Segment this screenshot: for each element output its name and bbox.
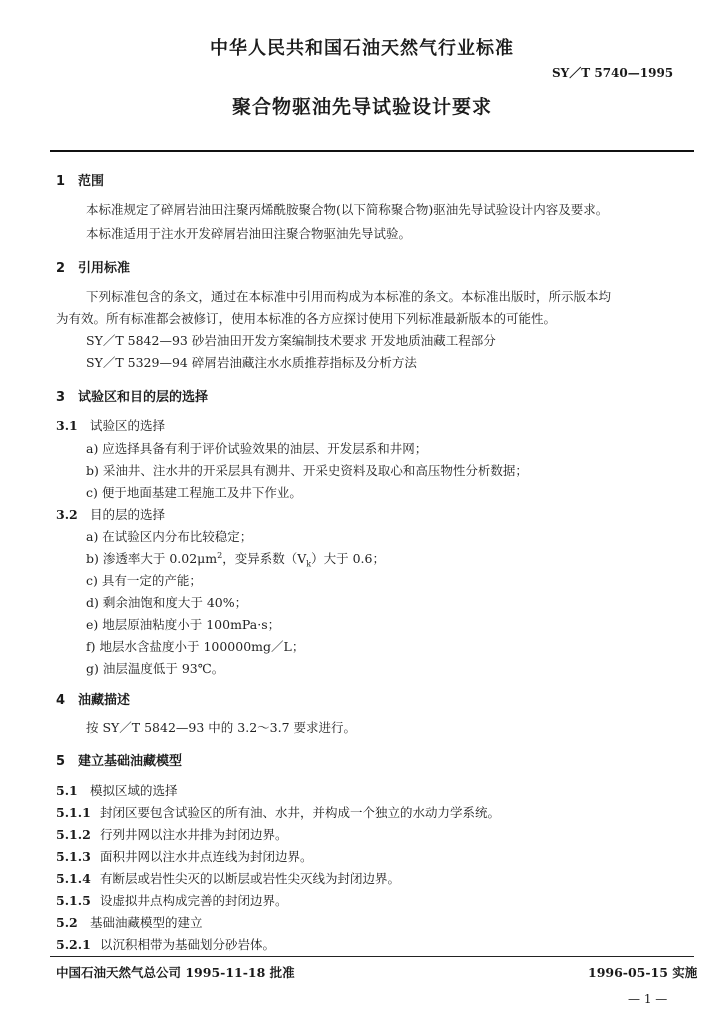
clause-text: 封闭区要包含试验区的所有油、水井，并构成一个独立的水动力学系统。 xyxy=(100,805,501,820)
section-number: 4 xyxy=(56,693,66,708)
subsection-5-2 xyxy=(56,913,203,931)
item-text: ，变异系数（V xyxy=(222,551,307,566)
subsection-title: 试验区的选择 xyxy=(90,418,166,433)
standard-code: SY／T 5740—1995 xyxy=(552,66,674,80)
section-2-paragraph-line-1: 下列标准包含的条文，通过在本标准中引用而构成为本标准的条文。本标准出版时，所示版本均 xyxy=(86,289,612,304)
section-title: 油藏描述 xyxy=(78,693,131,708)
list-item-3-2-e: e) 地层原油粘度小于 100mPa·s； xyxy=(86,617,281,632)
list-item-3-2-d: d) 剩余油饱和度大于 40%； xyxy=(86,595,248,610)
clause-number: 5.1.3 xyxy=(56,849,91,864)
subsection-3-2 xyxy=(56,505,165,523)
list-item-3-2-a: a) 在试验区内分布比较稳定； xyxy=(86,529,253,544)
section-4-paragraph: 按 SY／T 5842—93 中的 3.2～3.7 要求进行。 xyxy=(86,720,356,735)
item-text: b) 渗透率大于 0.02μm xyxy=(86,551,218,566)
section-title: 试验区和目的层的选择 xyxy=(78,390,209,405)
clause-number: 5.1.1 xyxy=(56,805,91,820)
clause-5-1-3 xyxy=(56,847,313,865)
reference-2: SY／T 5329—94 碎屑岩油藏注水水质推荐指标及分析方法 xyxy=(86,355,417,370)
subsection-number: 5.2 xyxy=(56,915,78,930)
clause-number: 5.2.1 xyxy=(56,937,91,952)
item-text: ）大于 0.6； xyxy=(311,551,385,566)
clause-number: 5.1.4 xyxy=(56,871,91,886)
section-1-heading xyxy=(56,170,104,189)
clause-5-1-1 xyxy=(56,803,500,821)
section-title: 范围 xyxy=(78,174,105,189)
section-3-heading xyxy=(56,386,208,405)
clause-5-1-4 xyxy=(56,869,400,887)
subsection-number: 3.1 xyxy=(56,418,78,433)
subscript: k xyxy=(306,559,312,569)
section-title: 建立基础油藏模型 xyxy=(78,754,183,769)
clause-text: 面积井网以注水井点连线为封闭边界。 xyxy=(100,849,313,864)
clause-text: 以沉积相带为基础划分砂岩体。 xyxy=(100,937,276,952)
clause-text: 行列井网以注水井排为封闭边界。 xyxy=(100,827,288,842)
section-title: 引用标准 xyxy=(78,261,131,276)
approval-line: 中国石油天然气总公司 1995-11-18 批准 xyxy=(56,965,295,980)
clause-number: 5.1.5 xyxy=(56,893,91,908)
list-item-3-2-f: f) 地层水含盐度小于 100000mg／L； xyxy=(86,639,305,654)
section-4-heading xyxy=(56,689,130,708)
clause-number: 5.1.2 xyxy=(56,827,91,842)
section-number: 2 xyxy=(56,261,66,276)
list-item-3-2-b xyxy=(86,549,385,569)
implementation-date: 1996-05-15 实施 xyxy=(588,965,698,980)
page-number: — 1 — xyxy=(628,992,668,1006)
subsection-number: 3.2 xyxy=(56,507,78,522)
subsection-5-1 xyxy=(56,781,178,799)
subsection-title: 目的层的选择 xyxy=(90,507,166,522)
clause-5-1-2 xyxy=(56,825,288,843)
standard-category-title: 中华人民共和国石油天然气行业标准 xyxy=(210,38,514,59)
clause-text: 设虚拟井点构成完善的封闭边界。 xyxy=(100,893,288,908)
section-number: 1 xyxy=(56,174,66,189)
list-item-3-1-c: c) 便于地面基建工程施工及井下作业。 xyxy=(86,485,302,500)
list-item-3-2-g: g) 油层温度低于 93℃。 xyxy=(86,661,225,676)
section-5-heading xyxy=(56,750,182,769)
section-1-paragraph-1: 本标准规定了碎屑岩油田注聚丙烯酰胺聚合物(以下简称聚合物)驱油先导试验设计内容及要求。 xyxy=(86,202,609,217)
subsection-3-1 xyxy=(56,416,165,434)
section-number: 3 xyxy=(56,390,66,405)
document-title: 聚合物驱油先导试验设计要求 xyxy=(231,96,492,118)
clause-text: 有断层或岩性尖灭的以断层或岩性尖灭线为封闭边界。 xyxy=(100,871,401,886)
clause-5-2-1 xyxy=(56,935,275,953)
list-item-3-2-c: c) 具有一定的产能； xyxy=(86,573,202,588)
reference-1: SY／T 5842—93 砂岩油田开发方案编制技术要求 开发地质油藏工程部分 xyxy=(86,333,496,348)
subsection-title: 模拟区域的选择 xyxy=(90,783,178,798)
section-1-paragraph-2: 本标准适用于注水开发碎屑岩油田注聚合物驱油先导试验。 xyxy=(86,226,412,241)
subsection-number: 5.1 xyxy=(56,783,78,798)
section-2-paragraph-line-2: 为有效。所有标准都会被修订，使用本标准的各方应探讨使用下列标准最新版本的可能性。 xyxy=(56,311,557,326)
footer-rule xyxy=(50,956,694,957)
clause-5-1-5 xyxy=(56,891,288,909)
header-rule xyxy=(50,150,694,152)
superscript: 2 xyxy=(217,550,223,560)
section-2-heading xyxy=(56,257,130,276)
section-number: 5 xyxy=(56,754,66,769)
subsection-title: 基础油藏模型的建立 xyxy=(90,915,203,930)
list-item-3-1-b: b) 采油井、注水井的开采层具有测井、开采史资料及取心和高压物性分析数据； xyxy=(86,463,528,478)
list-item-3-1-a: a) 应选择具备有利于评价试验效果的油层、开发层系和井网； xyxy=(86,441,428,456)
